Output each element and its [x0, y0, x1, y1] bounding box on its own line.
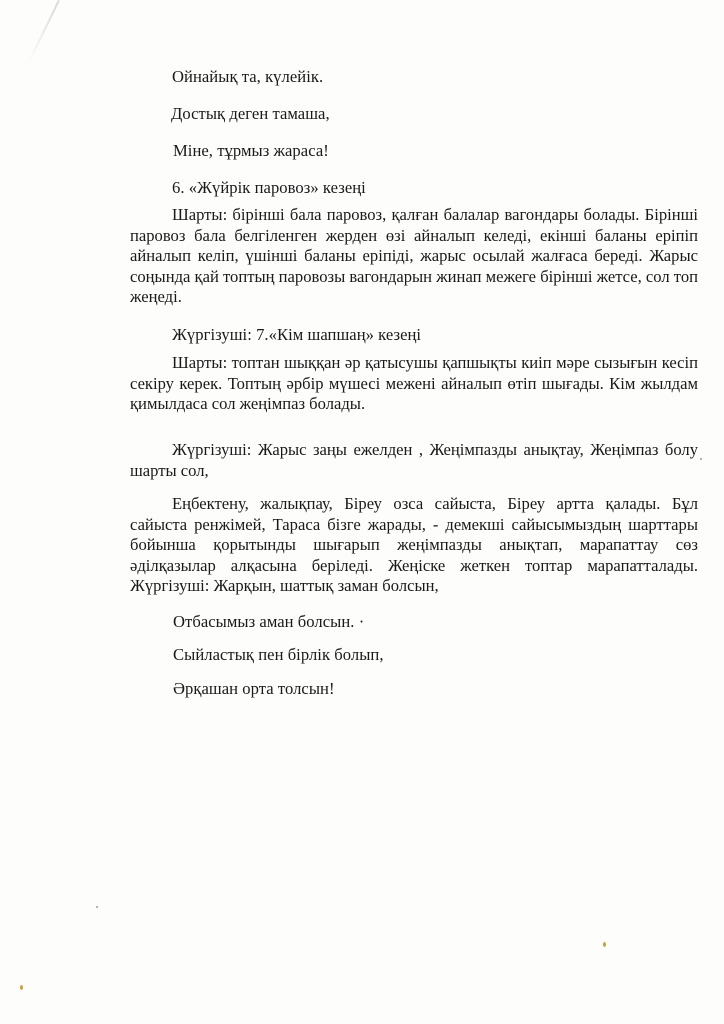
scan-edge-mark	[27, 0, 59, 64]
verse1-line-3: Міне, тұрмыз жараса!	[173, 141, 329, 160]
stage6-heading: 6. «Жүйрік паровоз» кезеңі	[172, 178, 366, 197]
stage7-heading: Жүргізуші: 7.«Кім шапшаң» кезеңі	[172, 325, 422, 344]
stage6-rules-paragraph: Шарты: бірінші бала паровоз, қалған балалар вагондары болады. Бірінші паровоз бала белгіленген жерден өзі айналып келеді, екінші баланы еріпіп айналып келіп, үшінші баланы еріпіді, жарыс осылай жалғаса береді. Жарыс соңында қай топтың паровозы вагондарын жинап межеге бірінші жетсе, сол топ жеңеді.	[130, 205, 698, 306]
verse2-line-3: Әрқашан орта толсын!	[173, 679, 335, 698]
scan-speck	[96, 906, 98, 908]
scan-speck	[700, 458, 702, 460]
scan-speck	[603, 942, 606, 947]
verse1-line-1: Ойнайық та, күлейік.	[172, 67, 324, 86]
host-paragraph-2: Еңбектену, жалықпау, Біреу озса сайыста, Біреу артта қалады. Бұл сайыста ренжімей, Тараса бізге жарады, - демекші сайысымыздың шарттары бойынша қорытынды шығарып жеңімпазды анықтап, марапаттау сөз әділқазылар алқасына беріледі. Жеңіске жеткен топтар марапатталады. Жүргізуші: Жарқын, шаттық заман болсын,	[130, 494, 698, 595]
stage7-rules-paragraph: Шарты: топтан шыққан әр қатысушы қапшықты киіп мәре сызығын кесіп секіру керек. Топтың әрбір мүшесі межені айналып өтіп шығады. Кім жылдам қимылдаса сол жеңімпаз болады.	[130, 353, 698, 413]
verse2-line-2: Сыйластық пен бірлік болып,	[173, 645, 384, 664]
verse2-line-1: Отбасымыз аман болсын. ·	[173, 612, 365, 631]
scan-speck	[20, 985, 23, 990]
verse1-line-2: Достық деген тамаша,	[171, 104, 330, 123]
host-paragraph-1: Жүргізуші: Жарыс заңы ежелден , Жеңімпазды анықтау, Жеңімпаз болу шарты сол,	[130, 440, 698, 480]
